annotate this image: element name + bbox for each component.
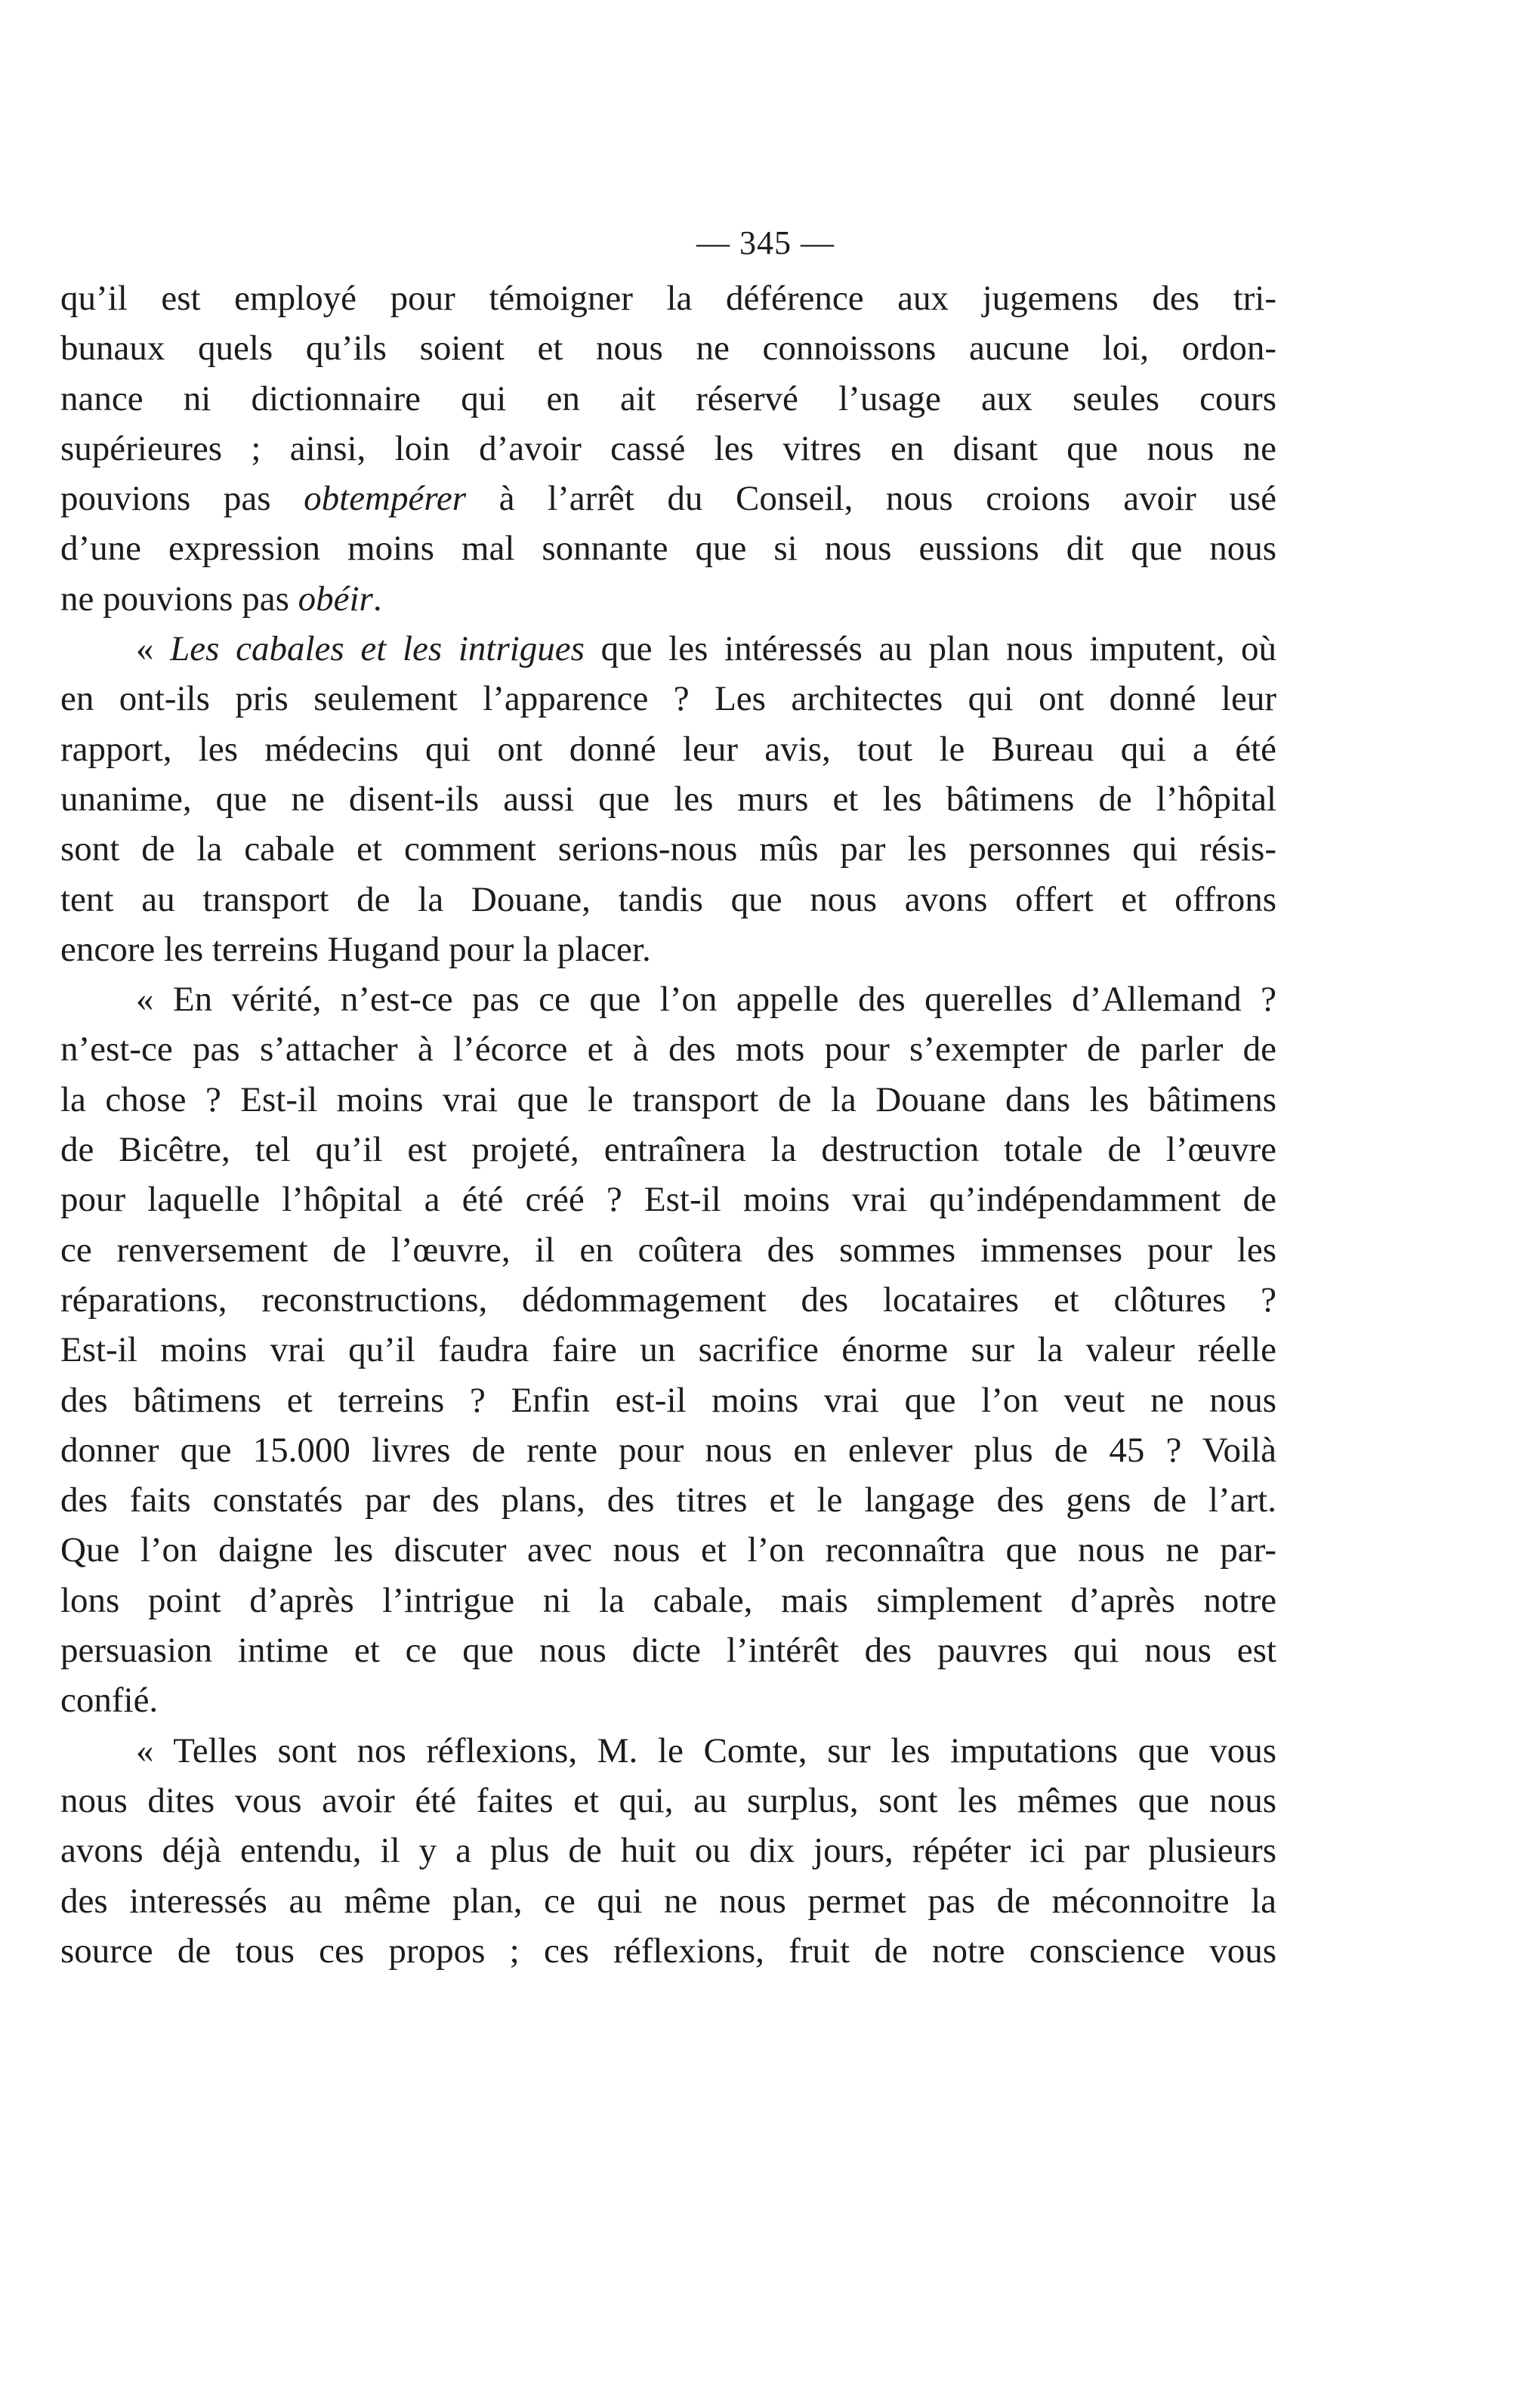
- text-line: tent au transport de la Douane, tandis que nous avons offert et offrons: [60, 879, 1276, 919]
- text-line: nous dites vous avoir été faites et qui, au surplus, sont les mêmes que nous: [60, 1780, 1276, 1820]
- text-line: avons déjà entendu, il y a plus de huit ou dix jours, répéter ici par plusieurs: [60, 1831, 1276, 1871]
- italic-phrase: Les cabales et les intrigues: [170, 629, 585, 669]
- text-line: confié.: [60, 1681, 159, 1721]
- text-line: persuasion intime et ce que nous dicte l’intérêt des pauvres qui nous est: [60, 1631, 1276, 1671]
- text-line: n’est-ce pas s’attacher à l’écorce et à des mots pour s’exempter de parler de: [60, 1030, 1276, 1070]
- text-line: rapport, les médecins qui ont donné leur avis, tout le Bureau qui a été: [60, 729, 1276, 769]
- text-line: lons point d’après l’intrigue ni la cabale, mais simplement d’après notre: [60, 1580, 1276, 1620]
- text-line: Est-il moins vrai qu’il faudra faire un sacrifice énorme sur la valeur réelle: [60, 1330, 1276, 1370]
- text-line: supérieures ; ainsi, loin d’avoir cassé les vitres en disant que nous ne: [60, 428, 1276, 468]
- text-line: la chose ? Est-il moins vrai que le transport de la Douane dans les bâtimens: [60, 1079, 1276, 1119]
- text-line: des bâtimens et terreins ? Enfin est-il moins vrai que l’on veut ne nous: [60, 1380, 1276, 1420]
- text-line: des faits constatés par des plans, des titres et le langage des gens de l’art.: [60, 1480, 1276, 1520]
- text-line: encore les terreins Hugand pour la placer.: [60, 929, 651, 969]
- text-line: « Les cabales et les intrigues que les intéressés au plan nous imputent, où: [136, 629, 1276, 669]
- italic-phrase: obéir: [298, 579, 373, 619]
- text-line: unanime, que ne disent-ils aussi que les murs et les bâtimens de l’hôpital: [60, 779, 1276, 819]
- body-text: [60, 273, 1276, 1976]
- text-line: réparations, reconstructions, dédommagement des locataires et clôtures ?: [60, 1280, 1276, 1320]
- text-line: source de tous ces propos ; ces réflexions, fruit de notre conscience vous: [60, 1931, 1276, 1971]
- text-line: pour laquelle l’hôpital a été créé ? Est-il moins vrai qu’indépendamment de: [60, 1180, 1276, 1220]
- text-line: Que l’on daigne les discuter avec nous et l’on reconnaîtra que nous ne par-: [60, 1530, 1276, 1570]
- text-line: qu’il est employé pour témoigner la déférence aux jugemens des tri-: [60, 279, 1276, 318]
- text-line: ce renversement de l’œuvre, il en coûtera des sommes immenses pour les: [60, 1230, 1276, 1270]
- text-line: nance ni dictionnaire qui en ait réservé l’usage aux seules cours: [60, 378, 1276, 418]
- text-line: de Bicêtre, tel qu’il est projeté, entraînera la destruction totale de l’œuvre: [60, 1130, 1276, 1170]
- text-line: pouvions pas obtempérer à l’arrêt du Conseil, nous croions avoir usé: [60, 479, 1276, 519]
- text-line: « En vérité, n’est-ce pas ce que l’on appelle des querelles d’Allemand ?: [136, 980, 1276, 1020]
- text-line: des interessés au même plan, ce qui ne nous permet pas de méconnoitre la: [60, 1881, 1276, 1921]
- text-line: sont de la cabale et comment serions-nous mûs par les personnes qui résis-: [60, 829, 1276, 869]
- text-line: d’une expression moins mal sonnante que si nous eussions dit que nous: [60, 529, 1276, 569]
- text-line: ne pouvions pas obéir.: [60, 579, 382, 619]
- italic-phrase: obtempérer: [304, 479, 467, 519]
- text-line: « Telles sont nos réflexions, M. le Comte, sur les imputations que vous: [136, 1730, 1276, 1770]
- text-line: bunaux quels qu’ils soient et nous ne connoissons aucune loi, ordon-: [60, 329, 1276, 369]
- text-line: donner que 15.000 livres de rente pour nous en enlever plus de 45 ? Voilà: [60, 1430, 1276, 1470]
- page-number: — 345 —: [696, 224, 835, 261]
- text-line: en ont-ils pris seulement l’apparence ? Les architectes qui ont donné leur: [60, 679, 1276, 719]
